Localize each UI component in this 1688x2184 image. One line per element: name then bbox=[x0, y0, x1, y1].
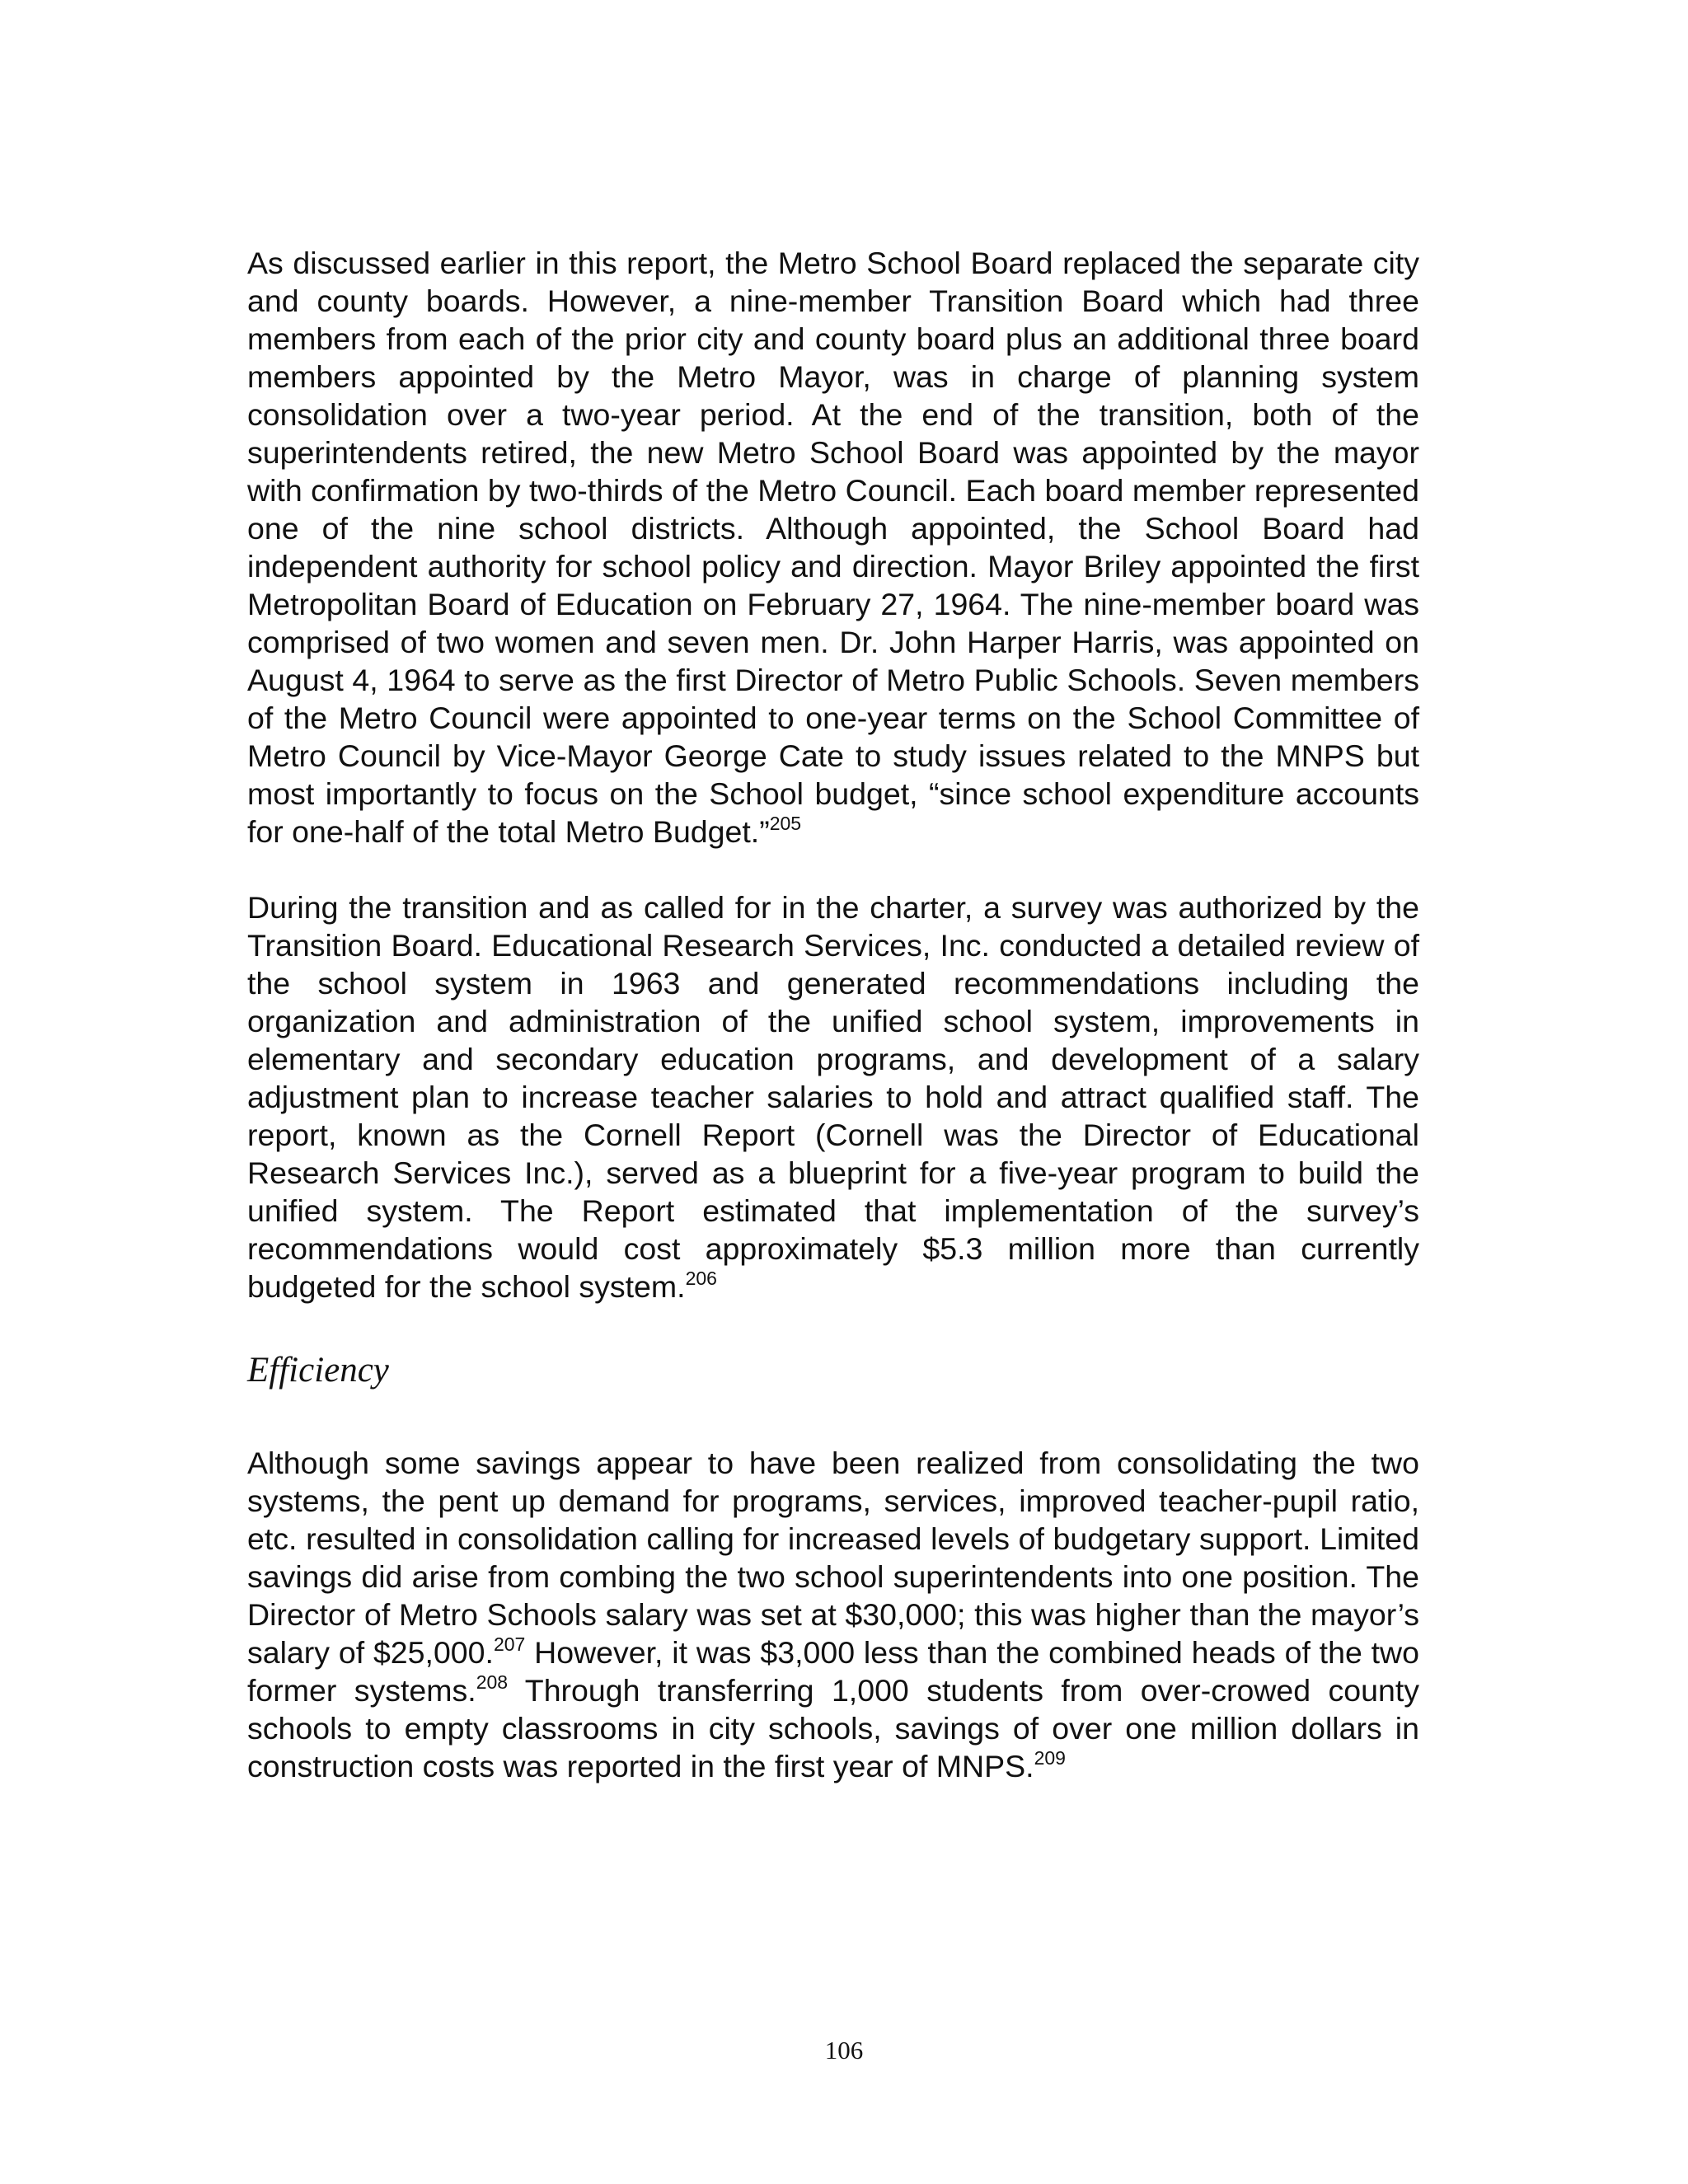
page-number: 106 bbox=[824, 2036, 864, 2064]
footnote-ref: 205 bbox=[769, 813, 802, 834]
paragraph-transition-survey bbox=[247, 888, 1419, 1305]
paragraph-text: Although some savings appear to have been realized from consolidating the two systems, the pent up demand for programs, services, improved teacher-pupil ratio, etc. resulted in consolidation calling for increased levels of budgetary support. Limited savings did arise from combing the two school superintendents into one position. The Director of Metro Schools salary was set at $30,000; this was higher than the mayor’s salary of $25,000. bbox=[247, 1446, 1419, 1670]
paragraph-text: As discussed earlier in this report, the Metro School Board replaced the separate city and county boards. However, a nine-member Transition Board which had three members from each of the prior city and county board plus an additional three board members appointed by the Metro Mayor, was in charge of planning system consolidation over a two-year period. At the end of the transition, both of the superintendents retired, the new Metro School Board was appointed by the mayor with confirmation by two-thirds of the Metro Council. Each board member represented one of the nine school districts. Although appointed, the School Board had independent authority for school policy and direction. Mayor Briley appointed the first Metropolitan Board of Education on February 27, 1964. The nine-member board was comprised of two women and seven men. Dr. John Harper Harris, was appointed on August 4, 1964 to serve as the first Director of Metro Public Schools. Seven members of the Metro Council were appointed to one-year terms on the School Committee of Metro Council by Vice-Mayor George Cate to study issues related to the MNPS but most importantly to focus on the School budget, “since school expenditure accounts for one-half of the total Metro Budget.” bbox=[247, 246, 1419, 849]
footnote-ref: 208 bbox=[476, 1671, 509, 1693]
footnote-ref: 206 bbox=[685, 1268, 717, 1289]
paragraph-text: However, it was $3,000 less than the combined heads of the two former systems. bbox=[247, 1635, 1419, 1708]
paragraph-efficiency bbox=[247, 1444, 1419, 1785]
paragraph-text: During the transition and as called for in the charter, a survey was authorized by the Transition Board. Educational Research Services, Inc. conducted a detailed review of the school system in 1963 and generated recommendations including the organization and administration of the unified school system, improvements in elementary and secondary education programs, and development of a salary adjustment plan to increase teacher salaries to hold and attract qualified staff. The report, known as the Cornell Report (Cornell was the Director of Educational Research Services Inc.), served as a blueprint for a five-year program to build the unified system. The Report estimated that implementation of the survey’s recommendations would cost approximately $5.3 million more than currently budgeted for the school system. bbox=[247, 890, 1419, 1304]
section-heading-efficiency: Efficiency bbox=[247, 1351, 389, 1390]
paragraph-text: Through transferring 1,000 students from over-crowed county schools to empty classrooms in city schools, savings of over one million dollars in construction costs was reported in the first year of MNPS. bbox=[247, 1673, 1419, 1783]
paragraph-metro-school-board bbox=[247, 244, 1419, 851]
footnote-ref: 207 bbox=[493, 1633, 526, 1655]
footnote-ref: 209 bbox=[1034, 1747, 1066, 1769]
page-body bbox=[247, 244, 1419, 1785]
